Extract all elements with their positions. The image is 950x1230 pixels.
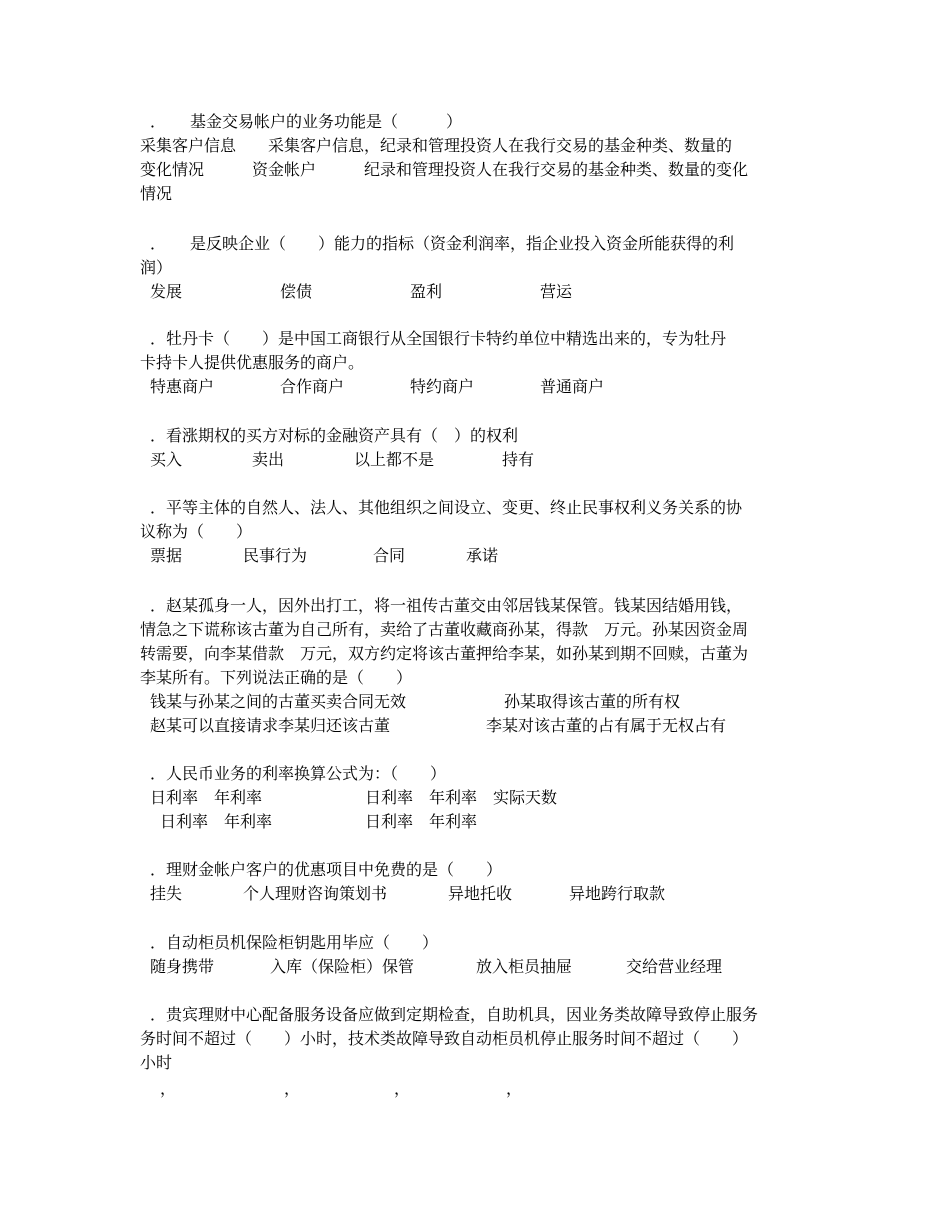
question-stem: ．牡丹卡（ ）是中国工商银行从全国银行卡特约单位中精选出来的，专为牡丹 [150, 329, 727, 348]
question-stem: 采集客户信息 采集客户信息，纪录和管理投资人在我行交易的基金种类、数量的 [140, 136, 733, 155]
option-b: 个人理财咨询策划书 [243, 884, 388, 903]
question-stem: 情急之下谎称该古董为自己所有，卖给了古董收藏商孙某，得款 万元。孙某因资金周 [140, 620, 749, 639]
option-c: 合同 [373, 546, 406, 565]
option-b: 合作商户 [280, 377, 345, 396]
option-c: 放入柜员抽屉 [476, 957, 573, 976]
option-d: ， [506, 1079, 523, 1098]
option-d: 营运 [540, 282, 573, 301]
question-stem: 卡持卡人提供优惠服务的商户。 [140, 353, 365, 372]
option-c: 以上都不是 [354, 450, 435, 469]
option-d: 普通商户 [540, 377, 605, 396]
question-stem: ．自动柜员机保险柜钥匙用毕应（ ） [150, 933, 439, 952]
option-c: 异地托收 [448, 884, 513, 903]
question-stem: ．贵宾理财中心配备服务设备应做到定期检查，自助机具，因业务类故障导致停止服务 [150, 1005, 759, 1024]
question-stem: 务时间不超过（ ）小时，技术类故障导致自动柜员机停止服务时间不超过（ ） [140, 1029, 749, 1048]
option-c: 赵某可以直接请求李某归还该古董 [150, 716, 391, 735]
option-c: 特约商户 [410, 377, 475, 396]
option-b: 偿债 [280, 282, 313, 301]
option-d: 承诺 [466, 546, 499, 565]
option-c: 日利率 年利率 [160, 812, 273, 831]
option-d: 持有 [502, 450, 535, 469]
option-d: 交给营业经理 [626, 957, 723, 976]
option-a: 特惠商户 [150, 377, 215, 396]
option-a: 钱某与孙某之间的古董买卖合同无效 [150, 692, 407, 711]
option-a: ， [160, 1079, 177, 1098]
option-d: 李某对该古董的占有属于无权占有 [486, 716, 727, 735]
question-stem: 议称为（ ） [140, 522, 253, 541]
option-b: 孙某取得该古董的所有权 [504, 692, 681, 711]
question-stem: 情况 [140, 184, 173, 203]
option-a: 买入 [150, 450, 183, 469]
option-c: 盈利 [410, 282, 443, 301]
question-stem: 李某所有。下列说法正确的是（ ） [140, 668, 413, 687]
option-b: 卖出 [252, 450, 285, 469]
option-b: ， [284, 1079, 301, 1098]
question-stem: 润） [140, 258, 173, 277]
question-stem: 转需要，向李某借款 万元，双方约定将该古董押给李某，如孙某到期不回赎，古董为 [140, 644, 749, 663]
question-stem: ．平等主体的自然人、法人、其他组织之间设立、变更、终止民事权利义务关系的协 [150, 498, 743, 517]
question-stem: 小时 [140, 1053, 173, 1072]
question-stem: ．人民币业务的利率换算公式为：（ ） [150, 764, 447, 783]
question-stem: ．理财金帐户客户的优惠项目中免费的是（ ） [150, 860, 503, 879]
question-stem: ． 是反映企业（ ）能力的指标（资金利润率，指企业投入资金所能获得的利 [150, 234, 735, 253]
option-a: 日利率 年利率 [150, 788, 263, 807]
option-a: 挂失 [150, 884, 183, 903]
option-b: 入库（保险柜）保管 [270, 957, 415, 976]
question-stem: ．看涨期权的买方对标的金融资产具有（ ）的权利 [150, 426, 519, 445]
question-stem: 变化情况 资金帐户 纪录和管理投资人在我行交易的基金种类、数量的变化 [140, 160, 749, 179]
option-c: ， [394, 1079, 411, 1098]
question-stem: ．赵某孤身一人，因外出打工，将一祖传古董交由邻居钱某保管。钱某因结婚用钱， [150, 596, 743, 615]
option-d: 异地跨行取款 [569, 884, 666, 903]
option-a: 票据 [150, 546, 183, 565]
option-b: 民事行为 [243, 546, 308, 565]
option-a: 随身携带 [150, 957, 215, 976]
question-stem: ． 基金交易帐户的业务功能是（ ） [150, 112, 463, 131]
option-d: 日利率 年利率 [365, 812, 478, 831]
option-b: 日利率 年利率 实际天数 [365, 788, 558, 807]
option-a: 发展 [150, 282, 183, 301]
